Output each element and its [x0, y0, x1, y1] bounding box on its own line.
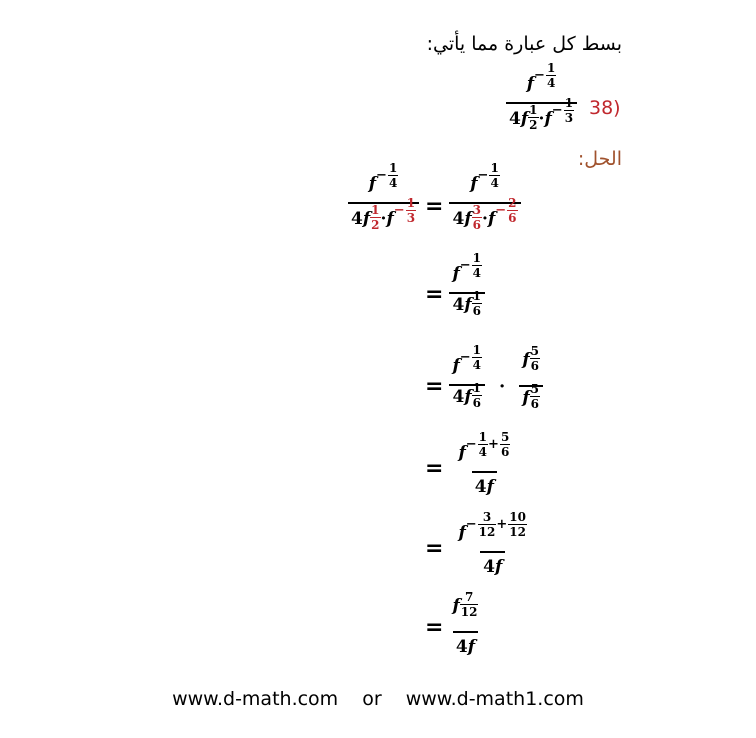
- footer-link-2[interactable]: www.d-math1.com: [405, 688, 584, 710]
- step-3: [425, 342, 543, 420]
- instruction-heading: بسط كل عبارة مما يأتي:: [426, 33, 622, 55]
- step5-fraction: f − $\frac{3}{12}$ + $\frac{10}{12}$ 4f: [458, 510, 526, 577]
- problem-fraction: [506, 61, 577, 141]
- step3-fraction-a: f − $\frac{1}{4}$ 4f 1 6: [449, 354, 485, 419]
- equals-sign: =: [425, 282, 444, 307]
- equals-sign: =: [425, 614, 444, 640]
- footer: [0, 688, 756, 710]
- step-2: [425, 251, 485, 327]
- equals-sign: =: [425, 194, 444, 219]
- multiply-dot: ·: [499, 375, 506, 397]
- problem-38: [506, 61, 577, 141]
- footer-link-1[interactable]: www.d-math.com: [172, 688, 339, 710]
- step4-fraction: f − $\frac{1}{4}$ + $\frac{5}{6}$ 4f: [458, 430, 510, 497]
- equals-sign: =: [425, 456, 444, 481]
- step-5: [425, 510, 530, 577]
- step3-fraction-b: f 5 6 f 5 6: [519, 352, 543, 420]
- problem-numerator: f − $\frac{1}{4}$: [526, 61, 556, 94]
- final-answer-fraction: f 7 12 4f: [452, 590, 478, 657]
- step2-fraction: f − $\frac{1}{4}$ 4f 1 6: [449, 262, 485, 327]
- step-6: [425, 590, 481, 657]
- problem-denominator: 4f 1 2 ·f − $\frac{1}{3}$: [506, 102, 577, 141]
- step1-rhs-fraction: f − $\frac{1}{4}$ 4f 3 6 ·f − $\frac{2}{6}$: [449, 172, 520, 241]
- solution-label: الحل:: [577, 148, 622, 170]
- step-4: [425, 430, 513, 497]
- problem-number: 38): [589, 97, 621, 119]
- equals-sign: =: [425, 536, 444, 561]
- equals-sign: =: [425, 373, 444, 399]
- step1-lhs-fraction: f − $\frac{1}{4}$ 4f 1 2 ·f − $\frac{1}{3}$: [348, 172, 419, 241]
- step-1: [348, 161, 521, 241]
- footer-or: or: [362, 688, 382, 710]
